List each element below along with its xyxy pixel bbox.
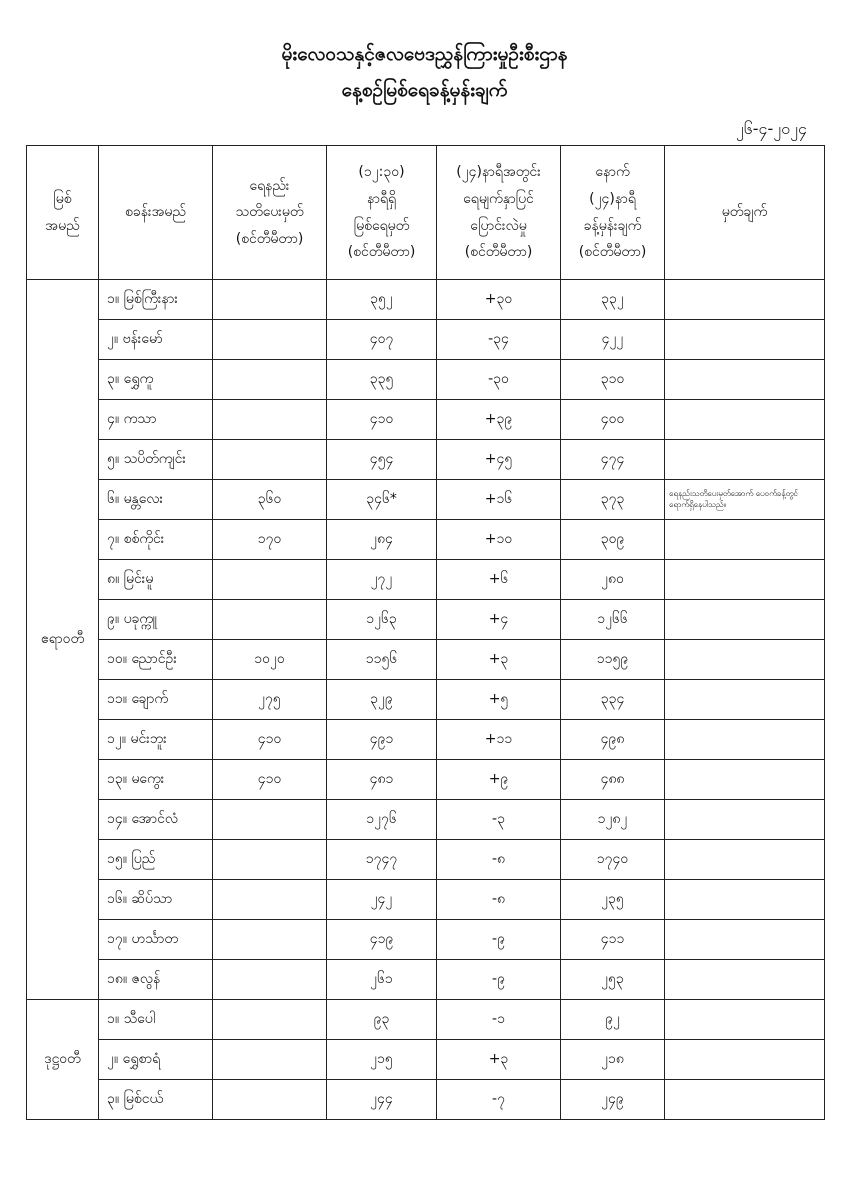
table-row (27, 800, 825, 840)
station-cell: ၁။ မြစ်ကြီးနား (99, 280, 213, 320)
station-cell: ၄။ ကသာ (99, 400, 213, 440)
table-row (27, 880, 825, 920)
station-cell: ၂။ ရွှေစာရံ (99, 1040, 213, 1080)
header-line: နောက် (595, 164, 630, 181)
station-cell: ၁၇။ ဟင်္သာတ (99, 920, 213, 960)
warning-level-cell: ၂၇၅ (213, 680, 327, 720)
warning-level-cell (213, 1080, 327, 1120)
warning-level-cell: ၁၀၂၀ (213, 640, 327, 680)
remark-cell (665, 1040, 825, 1080)
station-cell: ၃။ ရွှေကူ (99, 360, 213, 400)
header-line: ရေမျက်နှာပြင် (463, 190, 534, 207)
warning-level-cell (213, 320, 327, 360)
forecast-cell: ၄၈၈ (561, 760, 665, 800)
river-level-table (26, 145, 825, 1120)
warning-level-cell (213, 960, 327, 1000)
water-level-cell: ၃၄၆* (327, 480, 437, 520)
warning-level-cell (213, 800, 327, 840)
remark-cell: ရေနည်းသတိပေးမှတ်အောက် ပေ၀က်ခန့်တွင် ရောက်ရှိနေပါသည်။ (665, 480, 825, 520)
water-level-cell: ၂၈၄ (327, 520, 437, 560)
col-header-river (27, 146, 99, 280)
water-level-cell: ၃၅၂ (327, 280, 437, 320)
forecast-cell: ၁၂၆၆ (561, 600, 665, 640)
change-cell: -၃၄ (437, 320, 561, 360)
header-line: သတိပေးမှတ် (235, 204, 304, 221)
remark-cell (665, 1080, 825, 1120)
remark-cell (665, 560, 825, 600)
table-row (27, 320, 825, 360)
station-cell: ၂။ ဗန်းမော် (99, 320, 213, 360)
water-level-cell: ၃၃၅ (327, 360, 437, 400)
table-row (27, 720, 825, 760)
table-row (27, 280, 825, 320)
header-line: ရေနည်း (249, 177, 290, 194)
water-level-cell: ၂၄၂ (327, 880, 437, 920)
warning-level-cell (213, 560, 327, 600)
river-name-cell: ဧရာဝတီ (27, 280, 99, 1000)
table-header-row (27, 146, 825, 280)
table-row (27, 760, 825, 800)
water-level-cell: ၄၁၉ (327, 920, 437, 960)
forecast-cell: ၁၁၅၉ (561, 640, 665, 680)
warning-level-cell (213, 1000, 327, 1040)
change-cell: -၉ (437, 920, 561, 960)
header-line: အမည် (45, 217, 80, 234)
header-line: (၁၂:၃၀) (358, 164, 405, 181)
change-cell: -၇ (437, 1080, 561, 1120)
change-cell: +၃၀ (437, 280, 561, 320)
forecast-cell: ၄၂၂ (561, 320, 665, 360)
header-line: စခန်းအမည် (125, 204, 186, 221)
warning-level-cell: ၁၇၀ (213, 520, 327, 560)
forecast-cell: ၃၁၀ (561, 360, 665, 400)
remark-cell (665, 880, 825, 920)
water-level-cell: ၁၂၆၃ (327, 600, 437, 640)
header-line: နာရီရှိ (366, 190, 397, 207)
change-cell: -၈ (437, 840, 561, 880)
forecast-cell: ၂၃၅ (561, 880, 665, 920)
water-level-cell: ၉၃ (327, 1000, 437, 1040)
warning-level-cell: ၄၁၀ (213, 760, 327, 800)
header-line: မှတ်ချက် (721, 204, 768, 221)
remark-cell (665, 400, 825, 440)
header-line: မြစ် (53, 190, 72, 207)
water-level-cell: ၄၈၁ (327, 760, 437, 800)
table-row (27, 1040, 825, 1080)
header-line: (စင်တီမီတာ) (464, 244, 533, 261)
table-row (27, 680, 825, 720)
change-cell: +၁၁ (437, 720, 561, 760)
remark-cell (665, 600, 825, 640)
warning-level-cell: ၃၆၀ (213, 480, 327, 520)
remark-cell (665, 720, 825, 760)
water-level-cell: ၂၇၂ (327, 560, 437, 600)
remark-cell (665, 360, 825, 400)
station-cell: ၁၈။ ဇလွန် (99, 960, 213, 1000)
station-cell: ၃။ မြစ်ငယ် (99, 1080, 213, 1120)
remark-cell (665, 520, 825, 560)
forecast-cell: ၁၇၄၀ (561, 840, 665, 880)
change-cell: +၄၅ (437, 440, 561, 480)
station-cell: ၁၆။ ဆိပ်သာ (99, 880, 213, 920)
station-cell: ၇။ စစ်ကိုင်း (99, 520, 213, 560)
station-cell: ၈။ မြင်းမူ (99, 560, 213, 600)
water-level-cell: ၂၁၅ (327, 1040, 437, 1080)
warning-level-cell (213, 840, 327, 880)
forecast-cell: ၄၁၁ (561, 920, 665, 960)
remark-cell (665, 960, 825, 1000)
forecast-cell: ၃၀၉ (561, 520, 665, 560)
table-row (27, 360, 825, 400)
station-cell: ၁၂။ မင်းဘူး (99, 720, 213, 760)
forecast-cell: ၄၇၄ (561, 440, 665, 480)
remark-cell (665, 760, 825, 800)
table-row (27, 600, 825, 640)
water-level-cell: ၄၉၁ (327, 720, 437, 760)
change-cell: +၉ (437, 760, 561, 800)
table-row (27, 840, 825, 880)
table-row (27, 480, 825, 520)
water-level-cell: ၁၂၇၆ (327, 800, 437, 840)
header-line: (၂၄)နာရီ (589, 190, 636, 207)
change-cell: +၁၆ (437, 480, 561, 520)
water-level-cell: ၄၁၀ (327, 400, 437, 440)
forecast-cell: ၂၄၉ (561, 1080, 665, 1120)
warning-level-cell (213, 280, 327, 320)
warning-level-cell (213, 920, 327, 960)
forecast-cell: ၃၃၄ (561, 680, 665, 720)
forecast-cell: ၃၃၂ (561, 280, 665, 320)
river-name-cell: ဒုဋ္ဌဝတီ (27, 1000, 99, 1120)
table-row (27, 520, 825, 560)
water-level-cell: ၄၀၇ (327, 320, 437, 360)
change-cell: -၃၀ (437, 360, 561, 400)
remark-cell (665, 680, 825, 720)
station-cell: ၅။ သပိတ်ကျင်း (99, 440, 213, 480)
station-cell: ၉။ ပခုက္ကူ (99, 600, 213, 640)
remark-cell (665, 280, 825, 320)
table-row (27, 1080, 825, 1120)
change-cell: -၉ (437, 960, 561, 1000)
col-header-remark (665, 146, 825, 280)
warning-level-cell (213, 400, 327, 440)
header-line: (စင်တီမီတာ) (578, 244, 647, 261)
station-cell: ၆။ မန္တလေး (99, 480, 213, 520)
remark-cell (665, 640, 825, 680)
water-level-cell: ၂၆၁ (327, 960, 437, 1000)
station-cell: ၁၅။ ပြည် (99, 840, 213, 880)
change-cell: +၃ (437, 640, 561, 680)
remark-cell (665, 440, 825, 480)
forecast-cell: ၄၀၀ (561, 400, 665, 440)
water-level-cell: ၁၇၄၇ (327, 840, 437, 880)
change-cell: +၃ (437, 1040, 561, 1080)
table-row (27, 560, 825, 600)
remark-cell (665, 920, 825, 960)
table-body (27, 280, 825, 1120)
forecast-cell: ၃၇၃ (561, 480, 665, 520)
forecast-cell: ၂၅၃ (561, 960, 665, 1000)
station-cell: ၁၃။ မကွေး (99, 760, 213, 800)
warning-level-cell: ၄၁၀ (213, 720, 327, 760)
change-cell: +၆ (437, 560, 561, 600)
warning-level-cell (213, 1040, 327, 1080)
warning-level-cell (213, 600, 327, 640)
table-row (27, 960, 825, 1000)
station-cell: ၁၄။ အောင်လံ (99, 800, 213, 840)
water-level-cell: ၁၁၅၆ (327, 640, 437, 680)
header-line: (စင်တီမီတာ) (347, 244, 416, 261)
warning-level-cell (213, 440, 327, 480)
page-subtitle: နေ့စဉ်မြစ်ရေခန့်မှန်းချက် (341, 79, 508, 101)
page-title: မိုးလေဝသနှင့်ဇလဗေဒညွှန်ကြားမှုဦးစီးဌာန (281, 43, 568, 65)
col-header-forecast (561, 146, 665, 280)
header-line: (၂၄)နာရီအတွင်း (456, 164, 541, 181)
change-cell: +၄ (437, 600, 561, 640)
col-header-change (437, 146, 561, 280)
water-level-cell: ၂၄၄ (327, 1080, 437, 1120)
station-cell: ၁၁။ ချောက် (99, 680, 213, 720)
change-cell: +၁၀ (437, 520, 561, 560)
table-row (27, 1000, 825, 1040)
water-level-cell: ၃၂၉ (327, 680, 437, 720)
remark-cell (665, 1000, 825, 1040)
change-cell: -၈ (437, 880, 561, 920)
report-date: ၂၆-၄-၂၀၂၄ (735, 119, 807, 138)
station-cell: ၁။ သီပေါ (99, 1000, 213, 1040)
change-cell: +၃၉ (437, 400, 561, 440)
table-row (27, 440, 825, 480)
forecast-cell: ၉၂ (561, 1000, 665, 1040)
table-row (27, 400, 825, 440)
water-level-cell: ၄၅၄ (327, 440, 437, 480)
col-header-warning-level (213, 146, 327, 280)
forecast-cell: ၂၈၀ (561, 560, 665, 600)
forecast-cell: ၂၁၈ (561, 1040, 665, 1080)
header-line: ခန့်မှန်းချက် (583, 217, 642, 234)
warning-level-cell (213, 880, 327, 920)
table-row (27, 640, 825, 680)
change-cell: -၁ (437, 1000, 561, 1040)
table-row (27, 920, 825, 960)
change-cell: +၅ (437, 680, 561, 720)
col-header-station (99, 146, 213, 280)
warning-level-cell (213, 360, 327, 400)
header-line: မြစ်ရေမှတ် (353, 217, 410, 234)
station-cell: ၁၀။ ညောင်ဦး (99, 640, 213, 680)
remark-cell (665, 800, 825, 840)
remark-cell (665, 320, 825, 360)
forecast-cell: ၄၉၈ (561, 720, 665, 760)
change-cell: -၃ (437, 800, 561, 840)
forecast-cell: ၁၂၈၂ (561, 800, 665, 840)
col-header-water-level (327, 146, 437, 280)
header-line: ပြောင်းလဲမှု (470, 217, 527, 234)
header-line: (စင်တီမီတာ) (235, 230, 304, 247)
remark-cell (665, 840, 825, 880)
